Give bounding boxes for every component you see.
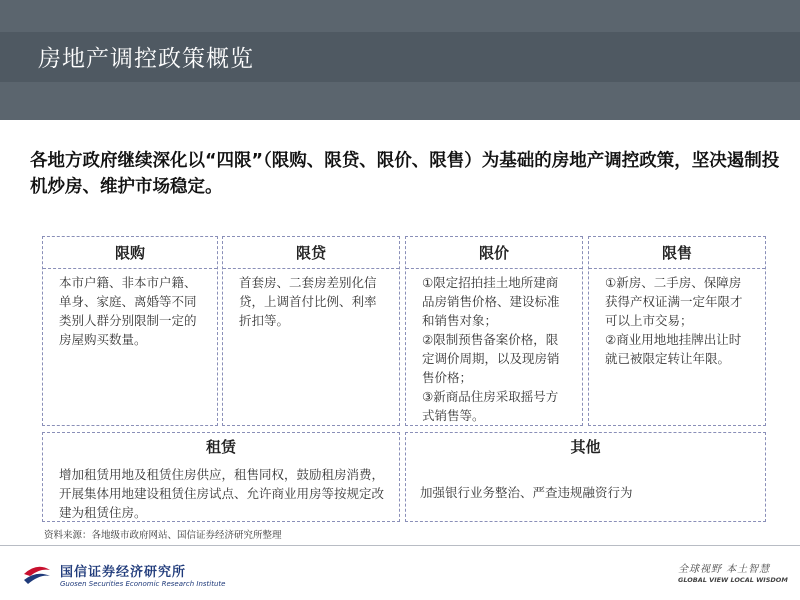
card-body: 增加租赁用地及租赁住房供应，租售同权，鼓励租房消费，开展集体用地建设租赁住房试点、允许商业用房等按规定改建为租赁住房。 [59,467,385,520]
card-sale-limit [588,236,766,426]
footer-divider [0,545,800,546]
card-other [405,432,766,522]
card-title: 限售 [589,237,765,269]
card-line: ①新房、二手房、保障房获得产权证满一定年限才可以上市交易； [605,275,743,328]
card-purchase-limit [42,236,218,426]
card-loan-limit [222,236,400,426]
card-line: ③新商品住房采取摇号方式销售等。 [422,389,559,423]
header-bar [0,0,800,120]
card-title: 租赁 [205,438,236,456]
slogan-cn: 全球视野 本土智慧 [678,564,771,575]
card-title: 限贷 [223,237,399,269]
card-body: 加强银行业务整治、严查违规融资行为 [420,485,633,500]
card-line: ①限定招拍挂土地所建商品房销售价格、建设标准和销售对象； [422,275,560,328]
guosen-logo-icon [22,560,52,586]
slogan-en: GLOBAL VIEW LOCAL WISDOM [678,576,788,584]
card-title: 限购 [43,237,217,269]
card-title: 限价 [406,237,582,269]
page-title: 房地产调控政策概览 [38,46,254,72]
card-price-limit [405,236,583,426]
card-body [605,273,753,368]
card-title: 其他 [570,438,601,456]
company-name: 国信证券经济研究所 [60,565,187,580]
source-note: 资料来源：各地级市政府网站、国信证券经济研究所整理 [44,530,282,541]
card-line: ②限制预售备案价格，限定调价周期，以及现房销售价格； [422,332,560,385]
intro-text: 各地方政府继续深化以“四限”（限购、限贷、限价、限售）为基础的房地产调控政策，坚决遏制投机炒房、维护市场稳定。 [30,151,780,197]
card-body: 首套房、二套房差别化信贷，上调首付比例、利率折扣等。 [239,275,377,328]
card-body [422,273,570,425]
company-name-en: Guosen Securities Economic Research Institute [60,580,226,588]
card-body: 本市户籍、非本市户籍、单身、家庭、离婚等不同类别人群分别限制一定的房屋购买数量。 [59,275,197,347]
card-line: ②商业用地地挂牌出让时就已被限定转让年限。 [605,332,742,366]
card-rental [42,432,400,522]
